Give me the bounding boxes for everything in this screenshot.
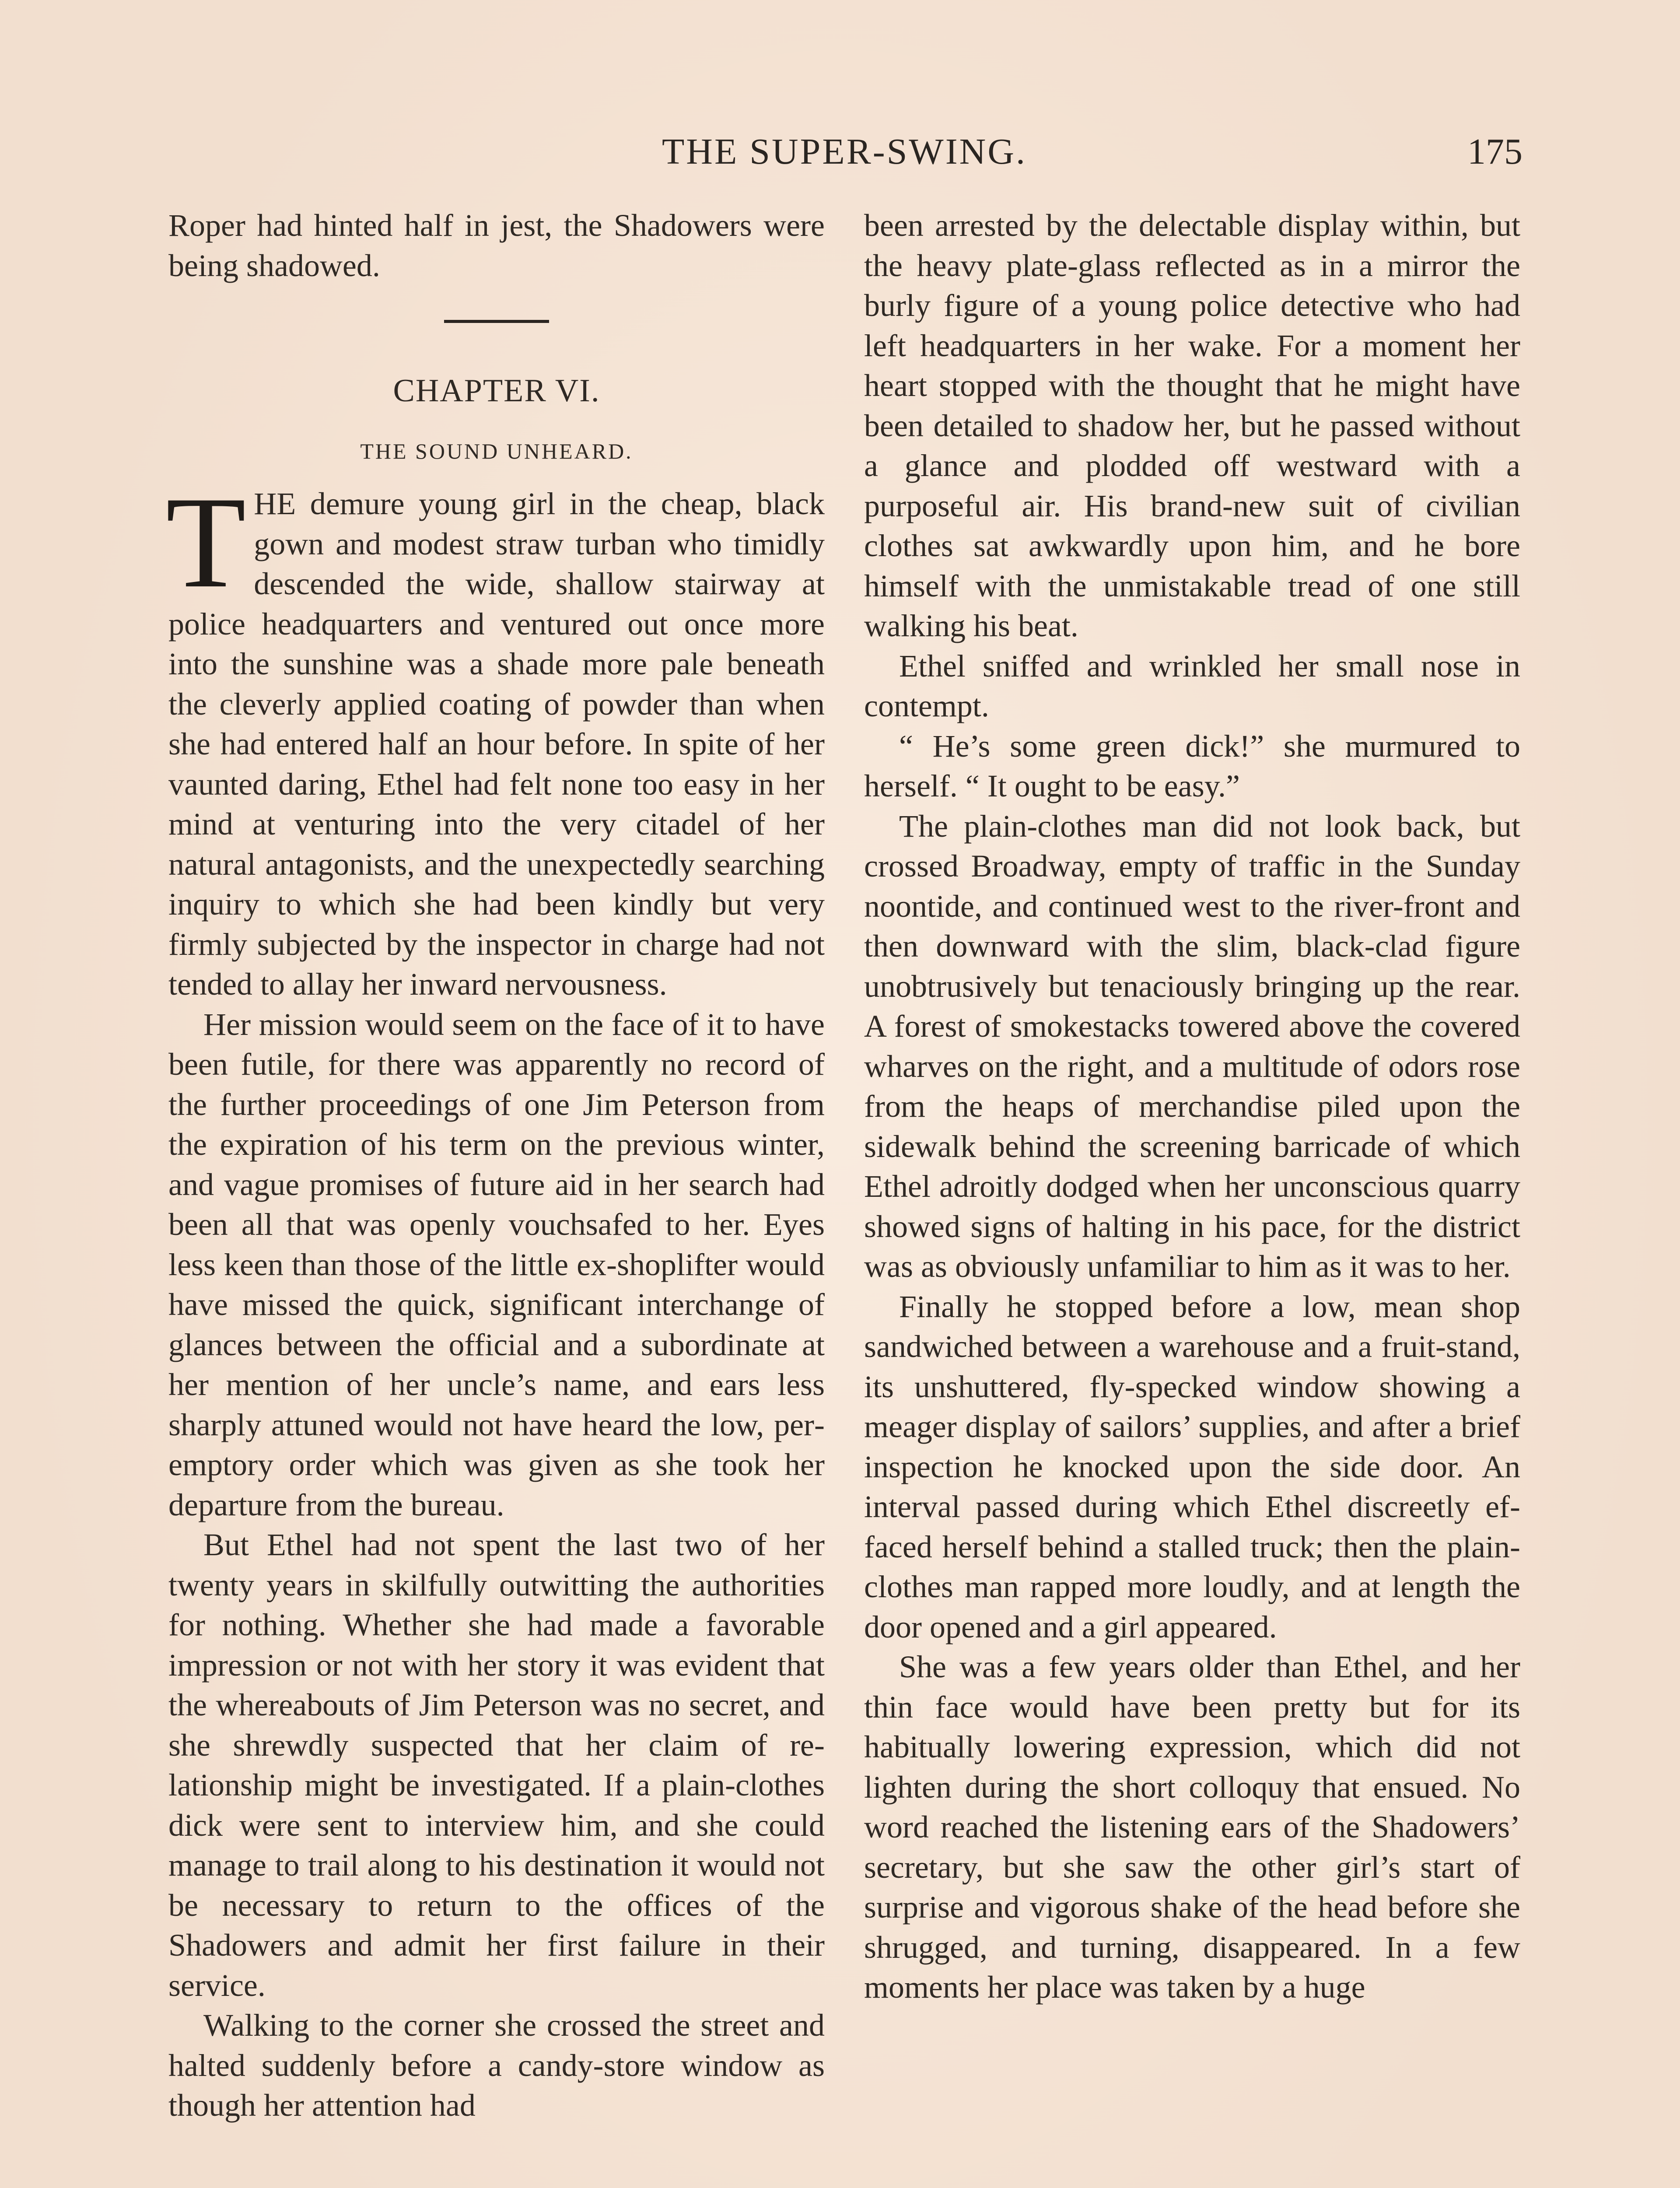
continuation-paragraph: Roper had hinted half in jest, the Shadowers were being shadowed.	[168, 208, 825, 283]
page-number: 175	[1467, 131, 1522, 172]
running-title: THE SUPER-SWING.	[662, 131, 1027, 172]
paragraph: “ He’s some green dick!” she murmured to herself. “ It ought to be easy.”	[864, 728, 1520, 803]
paragraph: been arrested by the delectable display within, but the heavy plate-glass reflected as in a mirror the burly figure of a young police detective who had left headquarters in her wake. For a moment her heart stopped with the thought that he might have been detailed to shadow her, but he passed without a glance and plodded off westward with a purposeful air. His brand-new suit of civilian clothes sat awkwardly upon him, and he bore himself with the unmistakable tread of one still walking his beat.	[864, 208, 1520, 643]
opening-paragraph-text: HE demure young girl in the cheap, black gown and modest straw turban who timidly descended the wide, shallow stairway at police headquarters and ventured out once more into the sunshine was a shade more pale beneath the cleverly applied coating of powder than when she had entered half an hour before. In spite of her vaunted daring, Ethel had felt none too easy in her mind at venturing into the very citadel of her natural antagonists, and the unexpectedly searching inquiry to which she had been kindly but very firmly subjected by the inspector in charge had not tended to allay her inward nervousness.	[168, 486, 825, 1002]
left-column	[168, 206, 825, 2126]
paragraph: Ethel sniffed and wrinkled her small nose in contempt.	[864, 648, 1520, 723]
running-head	[166, 128, 1522, 176]
paragraph: She was a few years older than Ethel, and her thin face would have been pretty but for its habitually lowering expression, which did not lighten during the short colloquy that ensued. No word reached the listening ears of the Shadowers’ secretary, but she saw the other girl’s start of surprise and vigorous shake of the head before she shrugged, and turning, disappeared. In a few moments her place was taken by a huge	[864, 1649, 1520, 2005]
paragraph: But Ethel had not spent the last two of her twenty years in skilfully outwitting the authorities for nothing. Whether she had made a favorable impression or not with her story it was evident that the whereabouts of Jim Peterson was no secret, and she shrewdly suspected that her claim of relationship might be investigated. If a plain-clothes dick were sent to interview him, and she could manage to trail along to his destination it would not be necessary to return to the offices of the Shadowers and admit her first failure in their service.	[168, 1527, 825, 2003]
chapter-title: CHAPTER VI.	[393, 373, 600, 409]
paragraph: Walking to the corner she crossed the street and halted suddenly before a candy-store window as though her attention had	[168, 2008, 825, 2123]
paragraph: The plain-clothes man did not look back, but crossed Broadway, empty of traffic in the Sunday noontide, and continued west to the river-front and then downward with the slim, black-clad figure unobtrusively but tenaciously bringing up the rear. A forest of smokestacks towered above the covered wharves on the right, and a multitude of odors rose from the heaps of merchandise piled upon the sidewalk behind the screening barricade of which Ethel adroitly dodged when her unconscious quarry showed signs of halting in his pace, for the district was as obviously unfamiliar to him as it was to her.	[864, 808, 1520, 1284]
chapter-subtitle: THE SOUND UNHEARD.	[360, 439, 633, 463]
opening-paragraph	[166, 470, 825, 1005]
paragraph: Finally he stopped before a low, mean shop sandwiched between a warehouse and a fruit-stand, its unshuttered, fly-specked window showing a meager display of sailors’ supplies, and after a brief inspection he knocked upon the side door. An interval passed during which Ethel discreetly effaced herself behind a stalled truck; then the plain-clothes man rapped more loudly, and at length the door opened and a girl appeared.	[864, 1289, 1520, 1645]
section-divider	[444, 320, 549, 323]
drop-cap: T	[166, 470, 246, 615]
right-column	[864, 206, 1520, 2008]
paragraph: Her mission would seem on the face of it to have been futile, for there was apparently no record of the further proceedings of one Jim Peterson from the expiration of his term on the previous winter, and vague promises of future aid in her search had been all that was openly vouchsafed to her. Eyes less keen than those of the little ex-shoplifter would have missed the quick, significant interchange of glances between the official and a subordinate at her mention of her uncle’s name, and ears less sharply attuned would not have heard the low, peremptory order which was given as she took her departure from the bureau.	[168, 1006, 825, 1522]
